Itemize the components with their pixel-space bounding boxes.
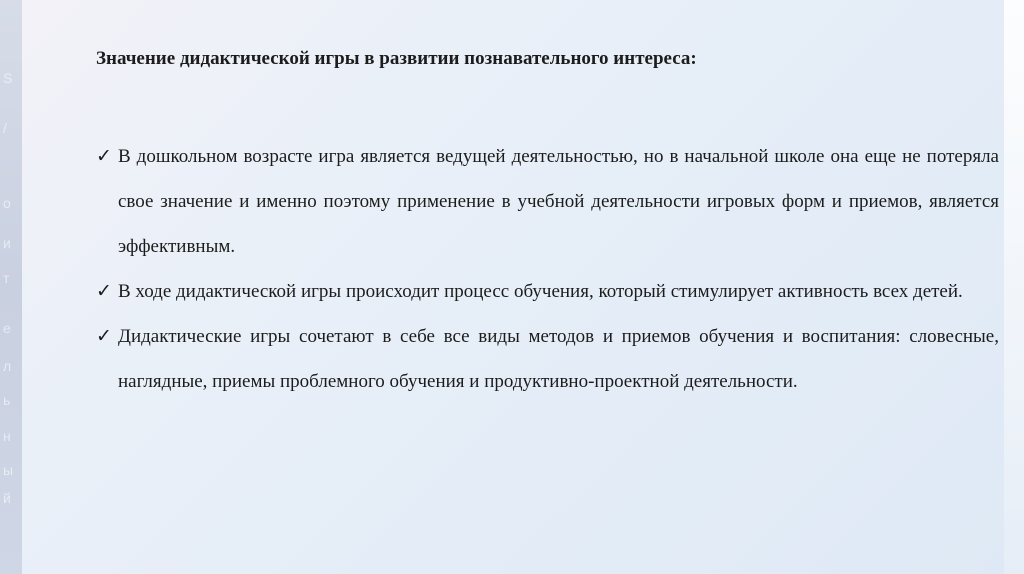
bullet-text: В ходе дидактической игры происходит процесс обучения, который стимулирует активность всех детей. — [118, 281, 963, 302]
bullet-item — [96, 269, 999, 314]
bullet-text: Дидактические игры сочетают в себе все виды методов и приемов обучения и воспитания: словесные, наглядные, приемы проблемного обучения и продуктивно-проектной деятельности. — [118, 326, 999, 392]
left-decorative-strip — [0, 0, 22, 574]
bullet-item — [96, 134, 999, 269]
bullet-item — [96, 314, 999, 404]
bullet-list — [96, 134, 999, 404]
bullet-text: В дошкольном возрасте игра является ведущей деятельностью, но в начальной школе она еще не потеряла свое значение и именно поэтому применение в учебной деятельности игровых форм и приемов, является эффективным. — [118, 146, 999, 257]
side-letter: S — [3, 70, 13, 86]
side-letter: е — [3, 320, 11, 336]
side-letter: и — [3, 235, 11, 251]
side-letter: т — [3, 270, 10, 286]
check-icon: ✓ — [96, 145, 112, 167]
side-letter: / — [3, 120, 7, 136]
side-letter: ь — [3, 392, 11, 408]
side-letter: н — [3, 428, 11, 444]
side-letter: ы — [3, 462, 14, 478]
side-letter: й — [3, 490, 11, 506]
right-decorative-strip — [1004, 0, 1024, 574]
slide-title: Значение дидактической игры в развитии познавательного интереса: — [96, 48, 697, 69]
check-icon: ✓ — [96, 325, 112, 347]
check-icon: ✓ — [96, 280, 112, 302]
side-letter: л — [3, 358, 12, 374]
side-letter: o — [3, 195, 11, 211]
